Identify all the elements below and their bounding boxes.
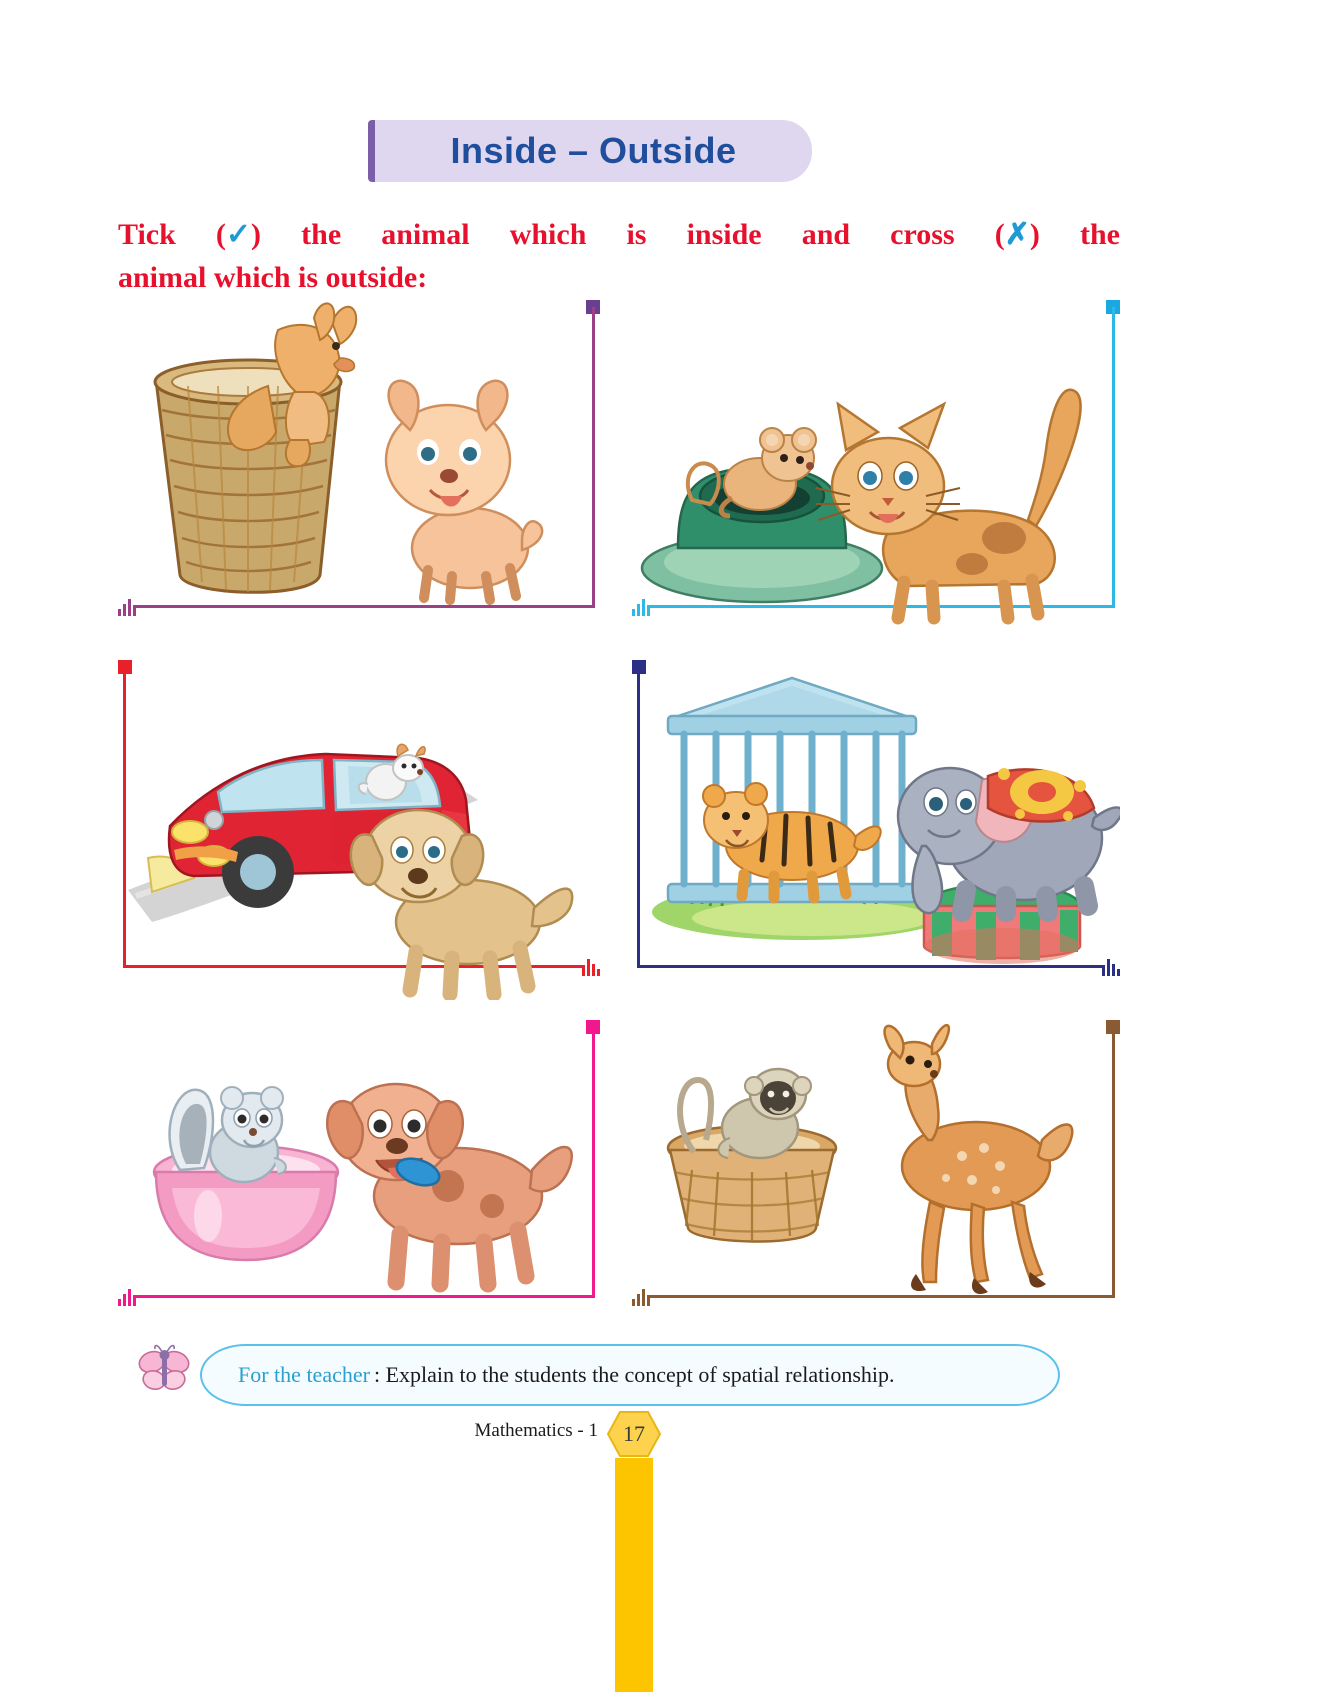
dog-icon — [327, 1084, 572, 1284]
q3-illustration — [118, 660, 600, 1000]
instruction-word-inside: inside — [686, 218, 762, 251]
puppy-icon — [386, 381, 542, 600]
elephant-icon — [898, 768, 1120, 913]
instruction-word-the-1: the — [301, 218, 342, 251]
footer-subject: Mathematics - 1 — [474, 1420, 598, 1441]
question-6[interactable] — [632, 1020, 1120, 1328]
paren-open-1: ( — [215, 218, 226, 251]
question-1[interactable] — [118, 300, 600, 640]
instruction-word-is: is — [626, 218, 647, 251]
teacher-note — [200, 1344, 1060, 1406]
butterfly-icon — [134, 1340, 194, 1400]
question-5[interactable] — [118, 1020, 600, 1328]
question-4[interactable] — [632, 660, 1120, 1000]
instruction-word-the-2: the — [1079, 218, 1120, 251]
question-3[interactable] — [118, 660, 600, 1000]
instruction-tick-group — [216, 214, 261, 257]
instruction-word-and: and — [801, 218, 851, 251]
q5-illustration — [118, 1020, 600, 1328]
paren-open-2: ( — [994, 218, 1005, 251]
dog-icon — [351, 810, 572, 994]
page-number: 17 — [623, 1421, 645, 1446]
instruction-word-cross: cross — [890, 218, 955, 251]
instruction-word-tick: Tick — [118, 218, 176, 251]
paren-close-2: ) — [1029, 218, 1040, 251]
page-title-banner — [368, 120, 812, 182]
squirrel-icon — [170, 1087, 286, 1182]
instruction-line-2: animal which is outside: — [118, 260, 428, 294]
teacher-note-text: Explain to the students the concept of spatial relationship. — [385, 1362, 895, 1387]
instruction-text — [118, 214, 1120, 299]
instruction-cross-group — [995, 214, 1040, 257]
q2-illustration — [632, 300, 1120, 640]
cage-icon — [668, 678, 916, 902]
tiger-icon — [703, 783, 881, 898]
teacher-note-label: For the teacher — [238, 1362, 370, 1387]
page-number-badge — [606, 1410, 662, 1458]
instruction-word-animal: animal — [381, 218, 470, 251]
deer-icon — [885, 1025, 1073, 1294]
instruction-word-which: which — [509, 218, 587, 251]
cross-icon: ✗ — [1004, 218, 1030, 251]
paren-close-1: ) — [251, 218, 262, 251]
page-title: Inside – Outside — [450, 130, 737, 171]
q6-illustration — [632, 1020, 1120, 1328]
q1-illustration — [118, 300, 600, 640]
q4-illustration — [632, 660, 1120, 1000]
instruction-line-1 — [118, 214, 1120, 257]
page-edge-bar — [615, 1458, 653, 1692]
question-2[interactable] — [632, 300, 1120, 640]
tick-icon: ✓ — [225, 218, 252, 251]
teacher-note-separator: : — [373, 1362, 381, 1387]
